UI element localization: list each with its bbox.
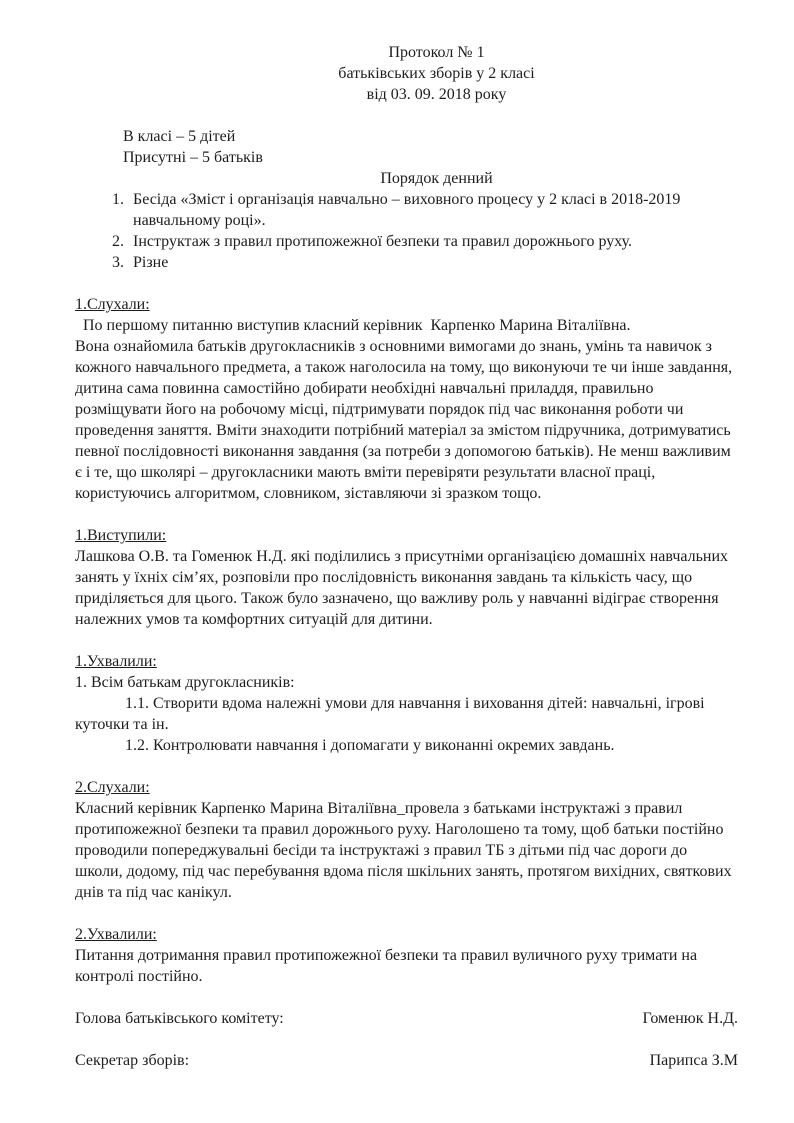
section-1-lead-sentence: По першому питанню виступив класний керівник Карпенко Марина Віталіївна. bbox=[83, 317, 631, 334]
present-count-line: Присутні – 5 батьків bbox=[123, 149, 263, 166]
agenda-item-3 bbox=[112, 252, 738, 273]
doc-title-line-2: батьківських зборів у 2 класі bbox=[338, 65, 535, 82]
agenda-item-1 bbox=[112, 189, 738, 231]
doc-title-line-1: Протокол № 1 bbox=[388, 44, 485, 61]
resolution-1-item-2: 1.2. Контролювати навчання і допомагати у виконанні окремих завдань. bbox=[125, 737, 615, 754]
agenda-item-3-text: Різне bbox=[133, 254, 169, 271]
doc-title-line-3: від 03. 09. 2018 року bbox=[366, 86, 507, 103]
section-1-vystupyly-heading: 1.Виступили: bbox=[75, 527, 167, 544]
class-count-line: В класі – 5 дітей bbox=[123, 128, 236, 145]
section-2-sluhaly-heading: 2.Слухали: bbox=[75, 779, 150, 796]
agenda-item-2-number: 2. bbox=[112, 233, 124, 250]
section-1-body-paragraph: Вона ознайомила батьків другокласників з основними вимогами до знань, умінь та навичок з кожного навчального предмета, а також наголосила на тому, що виконуючи те чи інше завдання, дитина сама повинна самостійно добирати необхідні навчальні приладдя, правильно розміщувати його на робочому місці, підтримувати порядок під час виконання роботи чи проведення заняття. Вміти знаходити потрібний матеріал за змістом підручника, дотримуватись певної послідовності виконання завдання (за потреби з допомогою батьків). Не менш важливим є і те, що школярі – другокласники мають вміти перевіряти результати власної праці, користуючись алгоритмом, словником, зіставляючи зі зразком тощо. bbox=[75, 338, 733, 502]
signature-name-secretary: Парипса З.М bbox=[649, 1052, 738, 1069]
signature-role-head: Голова батьківського комітету: bbox=[75, 1010, 284, 1027]
resolution-1-item-1: 1.1. Створити вдома належні умови для навчання і виховання дітей: навчальні, ігрові куточки та ін. bbox=[75, 695, 705, 733]
section-2-uhvalyly-heading: 2.Ухвалили: bbox=[75, 926, 157, 943]
agenda-heading: Порядок денний bbox=[380, 170, 493, 187]
section-1-vystupyly-paragraph: Лашкова О.В. та Гоменюк Н.Д. які поділились з присутніми організацією домашніх навчальних занять у їхніх сім’ях, розповіли про послідовність виконання завдань та кількість часу, що приділяється для цього. Також було зазначено, що важливу роль у навчанні відіграє створення належних умов та комфортних ситуацій для дитини. bbox=[75, 548, 729, 628]
signature-role-secretary: Секретар зборів: bbox=[75, 1052, 190, 1069]
agenda-item-2-text: Інструктаж з правил протипожежної безпеки та правил дорожнього руху. bbox=[133, 233, 633, 250]
section-1-sluhaly-heading: 1.Слухали: bbox=[75, 296, 150, 313]
signature-name-head: Гоменюк Н.Д. bbox=[642, 1010, 738, 1027]
agenda-item-3-number: 3. bbox=[112, 254, 124, 271]
section-1-uhvalyly-heading: 1.Ухвалили: bbox=[75, 653, 157, 670]
agenda-item-1-text: Бесіда «Зміст і організація навчально – виховного процесу у 2 класі в 2018-2019 навчальному році». bbox=[133, 191, 681, 229]
resolution-1-intro: 1. Всім батькам другокласників: bbox=[75, 674, 295, 691]
agenda-item-2 bbox=[112, 231, 738, 252]
section-2-body-paragraph: Класний керівник Карпенко Марина Віталіївна_провела з батьками інструктажі з правил протипожежної безпеки та правил дорожнього руху. Наголошено та тому, щоб батьки постійно проводили попереджувальні бесіди та інструктажі з правил ТБ з дітьми під час дороги до школи, додому, під час перебування вдома після шкільних занять, протягом вихідних, святкових днів та під час канікул. bbox=[75, 800, 732, 901]
section-2-resolution-paragraph: Питання дотримання правил протипожежної безпеки та правил вуличного руху тримати на контролі постійно. bbox=[75, 947, 698, 985]
signature-row-secretary bbox=[75, 1050, 738, 1071]
agenda-item-1-number: 1. bbox=[112, 191, 124, 208]
signature-row-head-of-committee bbox=[75, 1008, 738, 1029]
